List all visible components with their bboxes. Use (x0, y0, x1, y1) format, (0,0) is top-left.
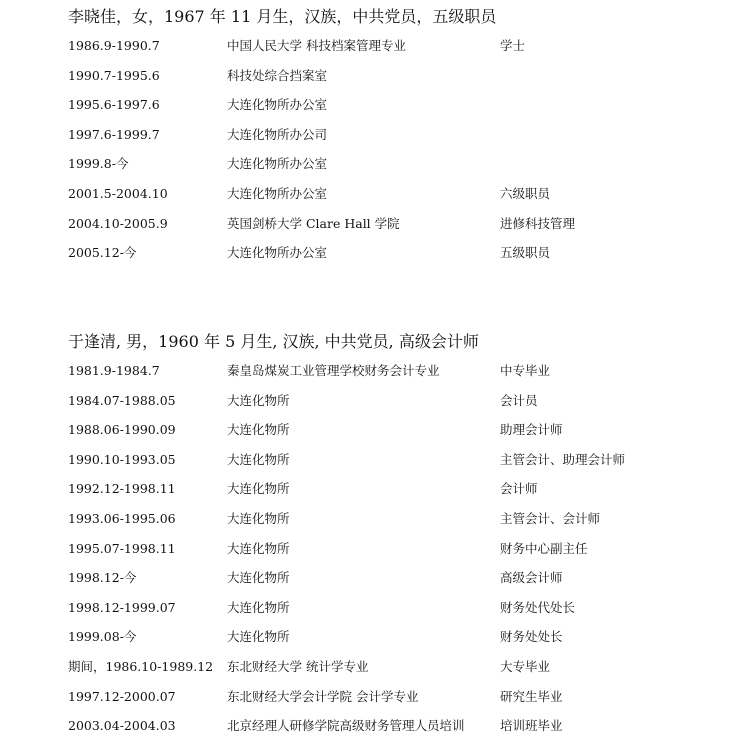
record-note (500, 66, 708, 96)
person-heading: 于逢清, 男，1960 年 5 月生, 汉族, 中共党员, 高级会计师 (68, 332, 479, 351)
record-note: 财务处处长 (500, 629, 563, 645)
record-organization: 大连化物所 (227, 451, 290, 467)
record-period: 1981.9-1984.7 (68, 363, 160, 378)
record-period: 2001.5-2004.10 (68, 185, 168, 201)
career-record-row (68, 420, 708, 450)
record-note: 高级会计师 (500, 570, 563, 586)
record-organization: 中国人民大学 科技档案管理专业 (227, 38, 406, 53)
career-record-row (68, 627, 708, 657)
career-record-row (68, 450, 708, 480)
record-organization: 大连化物所办公室 (227, 185, 328, 201)
record-note (500, 95, 708, 125)
record-organization: 大连化物所 (227, 570, 290, 586)
record-organization: 东北财经大学会计学院 会计学专业 (227, 688, 419, 704)
record-note: 中专毕业 (500, 363, 551, 378)
career-record-row (68, 598, 708, 628)
record-note: 财务处代处长 (500, 599, 576, 615)
record-period: 1999.08-今 (68, 629, 137, 645)
person-profile-li-xiaojia (68, 6, 708, 273)
record-organization: 科技处综合挡案室 (227, 67, 328, 83)
record-period: 1990.7-1995.6 (68, 67, 160, 83)
career-record-row (68, 509, 708, 539)
career-record-row (68, 214, 708, 244)
record-period: 1995.07-1998.11 (68, 540, 176, 556)
record-organization: 大连化物所 (227, 629, 290, 645)
record-period: 期间，1986.10-1989.12 (68, 658, 214, 674)
record-period: 1995.6-1997.6 (68, 97, 160, 113)
record-period: 1997.6-1999.7 (68, 126, 160, 142)
record-organization: 大连化物所办公司 (227, 126, 328, 142)
record-note: 主管会计、会计师 (500, 510, 601, 526)
record-organization: 大连化物所 (227, 422, 290, 438)
career-record-row (68, 657, 708, 687)
record-note: 助理会计师 (500, 422, 563, 438)
career-record-row (68, 716, 708, 746)
record-note: 大专毕业 (500, 658, 551, 674)
career-record-row (68, 539, 708, 569)
record-period: 1997.12-2000.07 (68, 688, 176, 704)
record-note: 财务中心副主任 (500, 540, 588, 556)
career-record-row (68, 391, 708, 421)
career-record-row (68, 184, 708, 214)
record-period: 1988.06-1990.09 (68, 422, 176, 438)
record-period: 1990.10-1993.05 (68, 451, 176, 467)
record-organization: 大连化物所 (227, 510, 290, 526)
career-record-row (68, 36, 708, 66)
record-note: 六级职员 (500, 185, 551, 201)
record-organization: 北京经理人研修学院高级财务管理人员培训 (227, 718, 465, 734)
record-organization: 大连化物所办公室 (227, 156, 328, 172)
record-note: 主管会计、助理会计师 (500, 451, 626, 467)
career-record-row (68, 125, 708, 155)
record-period: 1998.12-1999.07 (68, 599, 176, 615)
record-organization: 大连化物所办公室 (227, 97, 328, 113)
career-record-row (68, 568, 708, 598)
career-record-row (68, 361, 708, 391)
career-record-row (68, 154, 708, 184)
record-organization: 秦皇岛煤炭工业管理学校财务会计专业 (227, 363, 440, 378)
record-organization: 东北财经大学 统计学专业 (227, 658, 369, 674)
record-period: 1986.9-1990.7 (68, 38, 160, 53)
career-record-row (68, 479, 708, 509)
record-period: 1999.8-今 (68, 156, 129, 172)
record-organization: 大连化物所 (227, 540, 290, 556)
person-profile-yu-fengqing (68, 331, 708, 746)
record-organization: 大连化物所办公室 (227, 245, 328, 261)
record-note: 会计师 (500, 481, 538, 497)
career-record-row (68, 95, 708, 125)
person-heading: 李晓佳，女，1967 年 11 月生，汉族，中共党员，五级职员 (68, 7, 497, 26)
record-period: 2005.12-今 (68, 245, 137, 261)
record-period: 1992.12-1998.11 (68, 481, 176, 497)
career-record-row (68, 243, 708, 273)
record-note: 研究生毕业 (500, 688, 563, 704)
record-note: 会计员 (500, 392, 538, 408)
record-note: 五级职员 (500, 245, 551, 261)
record-note: 培训班毕业 (500, 718, 563, 734)
record-note (500, 154, 708, 184)
record-organization: 大连化物所 (227, 481, 290, 497)
record-note (500, 125, 708, 155)
record-period: 1998.12-今 (68, 570, 137, 586)
record-organization: 大连化物所 (227, 599, 290, 615)
record-organization: 大连化物所 (227, 392, 290, 408)
record-organization: 英国剑桥大学 Clare Hall 学院 (227, 215, 400, 231)
record-note: 进修科技管理 (500, 215, 576, 231)
record-period: 2004.10-2005.9 (68, 215, 168, 231)
career-record-row (68, 687, 708, 717)
record-period: 1984.07-1988.05 (68, 392, 176, 408)
record-period: 2003.04-2004.03 (68, 718, 176, 734)
career-record-row (68, 66, 708, 96)
record-period: 1993.06-1995.06 (68, 510, 176, 526)
record-note: 学士 (500, 38, 526, 53)
